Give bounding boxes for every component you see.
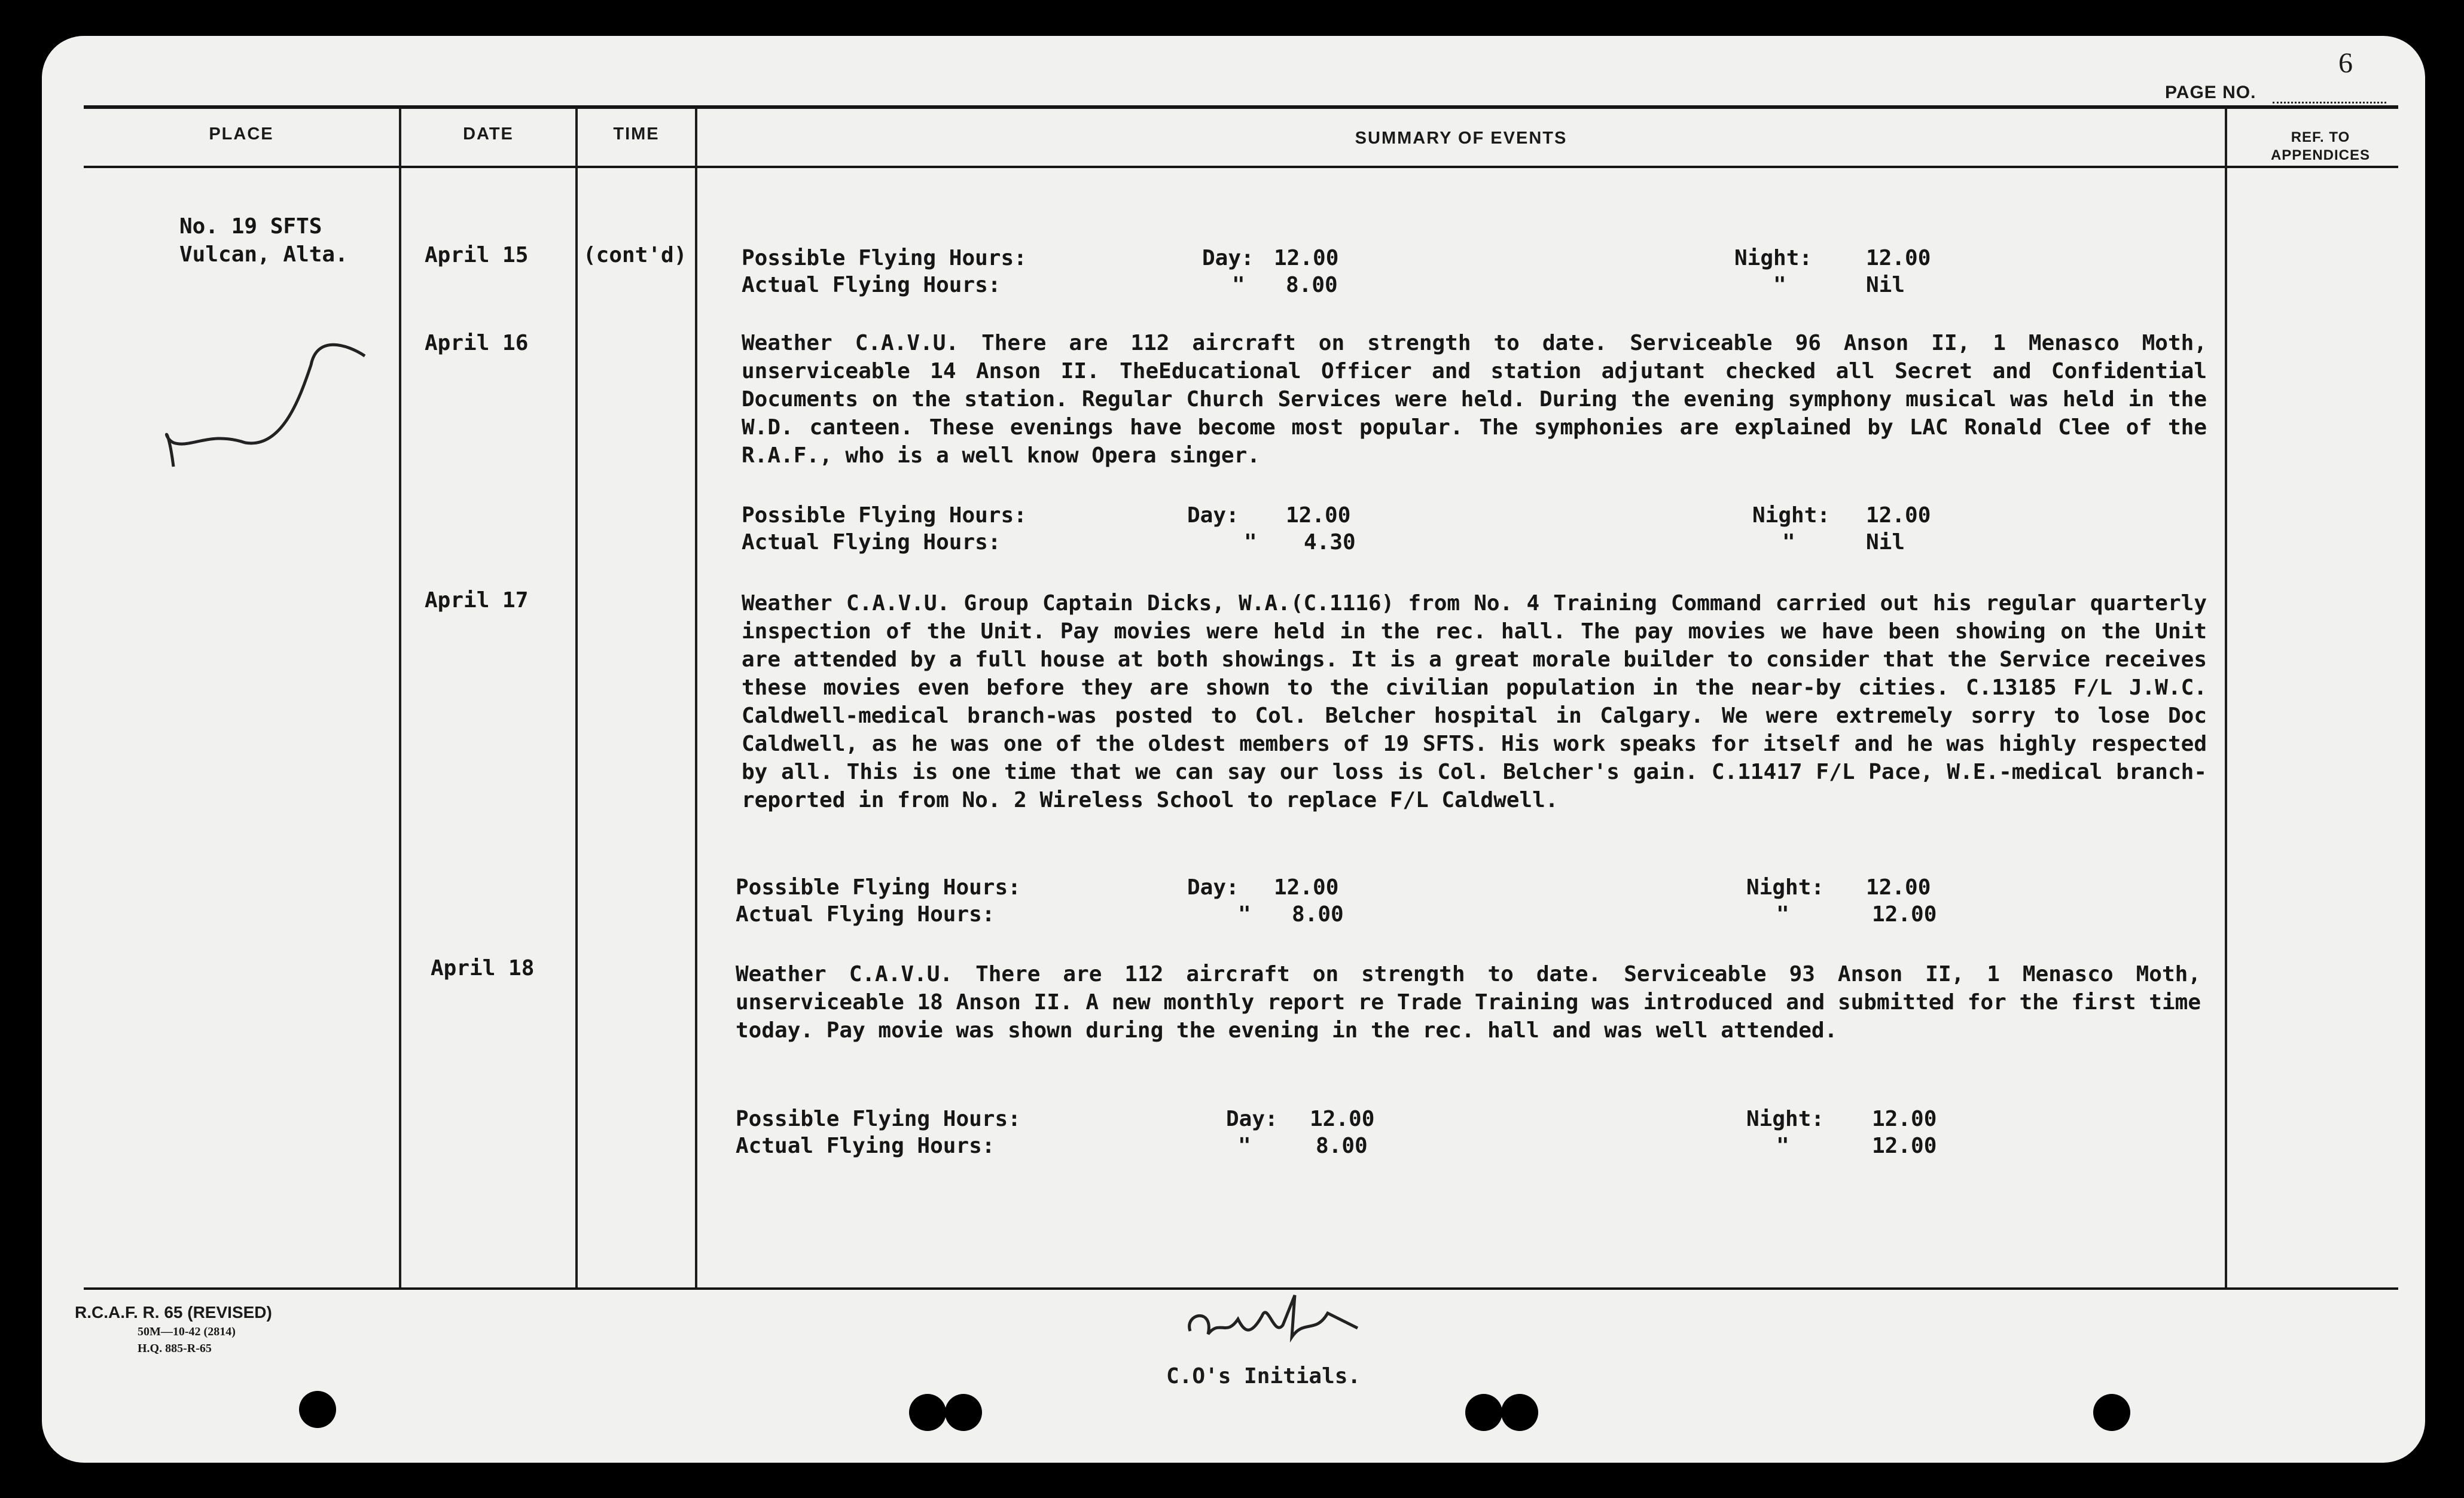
possible-flying-hours-label: Possible Flying Hours: (736, 1107, 1021, 1131)
actual-night-value: Nil (1866, 530, 1905, 555)
ditto-mark: " (1244, 530, 1257, 555)
possible-flying-hours-label: Possible Flying Hours: (742, 246, 1027, 270)
place-location: Vulcan, Alta. (179, 242, 348, 267)
punch-hole (2093, 1394, 2130, 1431)
punch-hole (909, 1394, 946, 1431)
header-date: DATE (463, 124, 514, 144)
actual-flying-hours-label: Actual Flying Hours: (742, 530, 1001, 555)
possible-night-value: 12.00 (1872, 1107, 1937, 1131)
header-place: PLACE (209, 124, 274, 144)
punch-hole (1501, 1394, 1538, 1431)
possible-day-value: 12.00 (1286, 503, 1351, 528)
column-divider (399, 108, 401, 1287)
entry-summary: Weather C.A.V.U. There are 112 aircraft on strength to date. Serviceable 93 Anson II, 1 Menasco Moth, unserviceable 18 Anson II. A new monthly report re Trade Training was introduced and submitted for the first time today. Pay movie was shown during the evening in the rec. hall and was well attended. (736, 962, 2201, 1043)
page-number-line (2273, 102, 2386, 103)
actual-night-value: Nil (1866, 273, 1905, 297)
actual-day-value: 8.00 (1286, 273, 1338, 297)
punch-hole (1465, 1394, 1502, 1431)
pen-mark (120, 299, 371, 491)
header-time: TIME (613, 124, 660, 144)
ditto-mark: " (1238, 902, 1251, 927)
ditto-mark: " (1238, 1134, 1251, 1158)
ditto-mark: " (1232, 273, 1245, 297)
ditto-mark: " (1782, 530, 1795, 555)
form-hq-code: H.Q. 885-R-65 (138, 1342, 212, 1355)
form-print-code: 50M—10-42 (2814) (138, 1325, 236, 1338)
night-label: Night: (1746, 1107, 1825, 1131)
night-label: Night: (1746, 875, 1825, 900)
punch-hole (945, 1394, 982, 1431)
actual-night-value: 12.00 (1872, 1134, 1937, 1158)
day-label: Day: (1187, 503, 1239, 528)
entry-summary: Weather C.A.V.U. Group Captain Dicks, W.A.(C.1116) from No. 4 Training Command carried out his regular quarterly inspection of the Unit. Pay movies were held in the rec. hall. The pay movies we have been showing on the Unit are attended by a full house at both showings. It is a great morale builder to consider that the Service receives these movies even before they are shown to the civilian population in the near-by cities. C.13185 F/L J.W.C. Caldwell-medical branch-was posted to Col. Belcher hospital in Calgary. We were extremely sorry to lose Doc Caldwell, as he was one of the oldest members of 19 SFTS. His work speaks for itself and he was highly respected by all. This is one time that we can say our loss is Col. Belcher's gain. C.11417 F/L Pace, W.E.-medical branch-reported in from No. 2 Wireless School to replace F/L Caldwell. (742, 591, 2207, 812)
entry-date: April 17 (425, 588, 529, 613)
co-signature (1178, 1283, 1370, 1361)
possible-night-value: 12.00 (1866, 503, 1931, 528)
place-unit: No. 19 SFTS (179, 214, 322, 239)
bleed-through (760, 215, 1304, 240)
possible-night-value: 12.00 (1866, 246, 1931, 270)
possible-night-value: 12.00 (1866, 875, 1931, 900)
possible-flying-hours-label: Possible Flying Hours: (736, 875, 1021, 900)
night-label: Night: (1734, 246, 1813, 270)
page-number-label: PAGE NO. (2165, 83, 2256, 102)
ditto-mark: " (1776, 902, 1789, 927)
entry-date: April 15 (425, 243, 529, 267)
possible-day-value: 12.00 (1274, 246, 1339, 270)
possible-flying-hours-label: Possible Flying Hours: (742, 503, 1027, 528)
actual-flying-hours-label: Actual Flying Hours: (736, 1134, 995, 1158)
actual-day-value: 4.30 (1304, 530, 1356, 555)
header-summary: SUMMARY OF EVENTS (1355, 129, 1568, 148)
night-label: Night: (1752, 503, 1831, 528)
header-ref-appendices: REF. TO APPENDICES (2270, 129, 2371, 163)
header-rule (84, 166, 2398, 168)
punch-hole (299, 1391, 336, 1428)
co-initials-label: C.O's Initials. (1166, 1364, 1361, 1389)
entry-summary: Weather C.A.V.U. There are 112 aircraft on strength to date. Serviceable 96 Anson II, 1 Menasco Moth, unserviceable 14 Anson II. TheEducational Officer and station adjutant checked all Secret and Confidential Documents on the station. Regular Church Services were held. During the evening symphony musical was held in the W.D. canteen. These evenings have become most popular. The symphonies are explained by LAC Ronald Clee of the R.A.F., who is a well know Opera singer. (742, 331, 2207, 468)
actual-day-value: 8.00 (1316, 1134, 1368, 1158)
column-divider (575, 108, 578, 1287)
column-divider (695, 108, 697, 1287)
document-page (42, 36, 2425, 1463)
possible-day-value: 12.00 (1310, 1107, 1375, 1131)
top-rule (84, 105, 2398, 109)
entry-time: (cont'd) (583, 243, 687, 267)
column-divider (2225, 108, 2227, 1287)
entry-date: April 16 (425, 331, 529, 355)
actual-flying-hours-label: Actual Flying Hours: (736, 902, 995, 927)
possible-day-value: 12.00 (1274, 875, 1339, 900)
day-label: Day: (1202, 246, 1254, 270)
actual-day-value: 8.00 (1292, 902, 1344, 927)
form-number: R.C.A.F. R. 65 (REVISED) (75, 1303, 272, 1322)
entry-date: April 18 (431, 956, 535, 981)
ditto-mark: " (1773, 273, 1786, 297)
actual-flying-hours-label: Actual Flying Hours: (742, 273, 1001, 297)
day-label: Day: (1226, 1107, 1278, 1131)
ditto-mark: " (1776, 1134, 1789, 1158)
day-label: Day: (1187, 875, 1239, 900)
page-number: 6 (2338, 47, 2353, 79)
actual-night-value: 12.00 (1872, 902, 1937, 927)
